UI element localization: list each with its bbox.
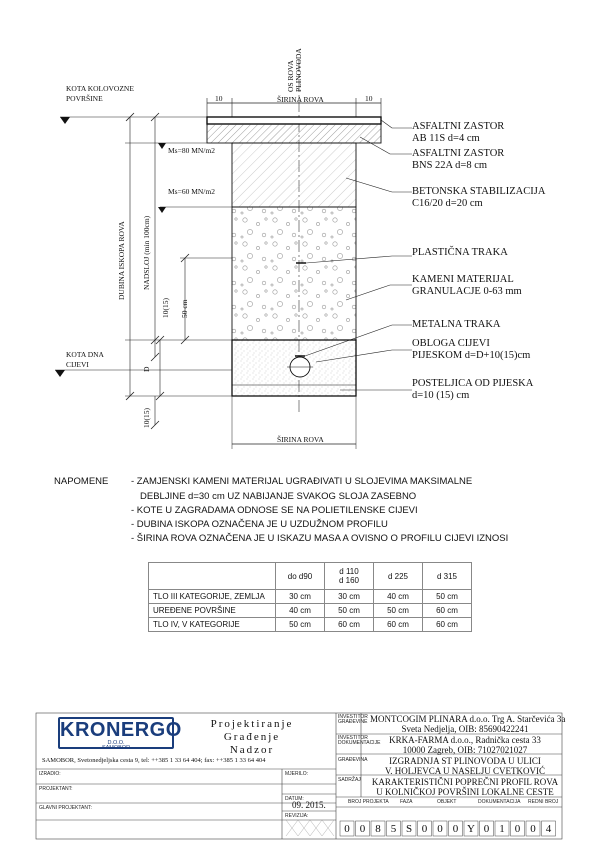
kota-kolovozne-line1: KOTA KOLOVOZNE [66,84,134,93]
inv-dok-line1: KRKA-FARMA d.o.o., Radnička cesta 33 [389,735,541,745]
callout-beton-line1: BETONSKA STABILIZACIJA [412,186,546,197]
table-cell: 30 cm [325,590,374,604]
table-cell: 60 cm [423,618,472,632]
table-cell: 40 cm [276,604,325,618]
dim-50cm: 50 cm [180,299,189,318]
table-cell: 40 cm [374,590,423,604]
inv-dok-line2: 10000 Zagreb, OIB: 71027021027 [402,745,528,755]
ms80-label: Ms=80 MN/m2 [168,146,215,155]
trench-width-bottom: ŠIRINA ROVA [277,435,324,444]
gradevina-line1: IZGRADNJA ST PLINOVODA U ULICI [389,756,541,766]
table-cell: UREĐENE POVRŠINE [149,604,276,618]
callout-beton-line2: C16/20 d=20 cm [412,198,483,209]
label-gradevina: GRAĐEVINA [338,757,368,763]
service-gradenje: Građenje [223,731,281,743]
table-cell: 30 cm [276,590,325,604]
dim-10-left: 10 [215,94,223,103]
logo-subtext [60,741,172,751]
gradevina-line2: V. HOLJEVCA U NASELJU CVETKOVIĆ [384,766,546,776]
sadrzaj-line1: KARAKTERISTIČNI POPREČNI PROFIL ROVA [371,777,559,787]
project-number-digit: 0 [359,823,366,835]
kota-kolovozne-line2: POVRŠINE [66,94,103,103]
label-investitor-dokumentacije: INVESTITOR DOKUMENTACIJE [338,735,381,746]
callout-asf1-line1: ASFALTNI ZASTOR [412,121,505,132]
dim-10-right: 10 [365,94,373,103]
investitor-line2: Sveta Nedjelja, OIB: 85690422241 [401,724,529,734]
callout-post-line1: POSTELJICA OD PIJESKA [412,378,534,389]
col-faza: FAZA [400,799,413,805]
callout-asf2-line1: ASFALTNI ZASTOR [412,148,505,159]
label-glavni-projektant: GLAVNI PROJEKTANT: [39,805,92,811]
note-item-2: - KOTE U ZAGRADAMA ODNOSE SE NA POLIETILENSKE CIJEVI [131,505,418,516]
table-cell: 60 cm [423,604,472,618]
label-investitor: INVESTITOR GRAĐEVINE [338,714,368,725]
project-number-digit: 0 [483,823,490,835]
project-number-digit: 0 [530,823,536,835]
note-item-3: - DUBINA ISKOPA OZNAČENA JE U UZDUŽNOM PROFILU [131,519,388,530]
header-d110-d160: d 110 d 160 [338,567,360,585]
col-objekt: OBJEKT [437,799,457,805]
table-header-cell: d 225 [374,563,423,590]
label-sadrzaj: SADRŽAJ [338,777,361,783]
callout-obloga-line1: OBLOGA CIJEVI [412,338,490,349]
logo-text: KRONERGO [60,719,182,741]
project-number-digit: 0 [437,823,443,835]
services-text [192,718,312,757]
kota-dna-line1: KOTA DNA [66,350,104,359]
service-projektiranje: Projektiranje [210,718,294,730]
label-izradio: IZRADIO: [39,771,61,777]
col-dokumentacija: DOKUMENTACIJA [478,799,521,805]
col-redni-broj: REDNI BROJ [528,799,559,805]
table-header-cell: do d90 [276,563,325,590]
label-datum: DATUM: [285,796,304,802]
table-cell: TLO IV, V KATEGORIJE [149,618,276,632]
axis-label-os-rova: OS ROVA [286,60,295,92]
dubina-iskopa-label: DUBINA ISKOPA ROVA [117,221,126,300]
logo-sub1: D.O.O. [107,740,125,746]
datum-value: 09. 2015. [292,800,326,810]
project-number-digit: 0 [344,823,350,835]
callout-metalna-traka: METALNA TRAKA [412,319,501,330]
gradevina-value [370,756,560,776]
sadrzaj-value [370,777,560,797]
project-number-digit: S [405,823,413,835]
table-cell: 50 cm [374,604,423,618]
callout-asf1-line2: AB 11S d=4 cm [412,133,480,144]
project-number-digit: 0 [514,823,521,835]
project-number-digit: 1 [499,823,505,835]
axis-label-plinovoda: PLINOVODA [294,48,303,92]
dim-10-15: 10(15) [161,298,170,318]
callout-plasticna-traka: PLASTIČNA TRAKA [412,247,508,258]
investitor-value [370,714,566,734]
table-cell: 50 cm [423,590,472,604]
callout-kam-line2: GRANULACJE 0-63 mm [412,286,522,297]
ms60-label: Ms=60 MN/m2 [168,187,215,196]
project-number-digit: 8 [375,823,381,835]
dim-10-15-bottom: 10(15) [142,408,151,428]
table-cell: 60 cm [325,618,374,632]
note-item-1: - ZAMJENSKI KAMENI MATERIJAL UGRAĐIVATI U SLOJEVIMA MAKSIMALNE [131,476,473,487]
callout-asf2-line2: BNS 22A d=8 cm [412,160,488,171]
project-number-digit: Y [467,823,475,835]
trench-width-top: ŠIRINA ROVA [277,95,324,104]
sadrzaj-line2: U KOLNIČKOJ POVRŠINI LOKALNE CESTE [376,787,554,797]
callout-obloga-line2: PIJESKOM d=D+10(15)cm [412,350,531,361]
note-item-4: - ŠIRINA ROVA OZNAČENA JE U ISKAZU MASA A OVISNO O PROFILU CIJEVI IZNOSI [131,533,509,544]
service-nadzor: Nadzor [229,744,275,756]
label-mjerilo: MJERILO: [285,771,309,777]
label-revizija: REVIZIJA: [285,813,309,819]
notes-heading: NAPOMENE [54,476,109,487]
project-number-digit: 4 [545,823,552,835]
callout-kam-line1: KAMENI MATERIJAL [412,274,514,285]
kota-dna-line2: CIJEVI [66,360,89,369]
table-cell: 50 cm [325,604,374,618]
project-number-digit: 0 [421,823,428,835]
table-header-cell: d 315 [423,563,472,590]
label-projektant: PROJEKTANT: [39,786,73,792]
logo-sub2: SAMOBOR [101,745,131,751]
investitor-dokumentacije-value [370,735,560,755]
kronergo-logo [58,717,182,751]
note-item-1-cont: DEBLJINE d=30 cm UZ NABIJANJE SVAKOG SLOJA ZASEBNO [140,491,417,502]
nadsloj-label: NADSLOJ (min 100cm) [142,215,151,290]
project-number-digit: 5 [390,823,397,835]
table-cell: TLO III KATEGORIJE, ZEMLJA [149,590,276,604]
investitor-line1: MONTCOGIM PLINARA d.o.o. Trg A. Starčevića 3a [370,714,566,724]
table-cell: 60 cm [374,618,423,632]
table-cell: 50 cm [276,618,325,632]
company-address: SAMOBOR, Svetonedjeljska cesta 9, tel: ++385 1 33 64 404; fax: ++385 1 33 64 404 [42,757,266,764]
project-number-digit: 0 [452,823,459,835]
callout-post-line2: d=10 (15) cm [412,390,470,401]
col-broj-projekta: BROJ PROJEKTA [348,799,389,805]
dim-D: D [142,366,151,372]
